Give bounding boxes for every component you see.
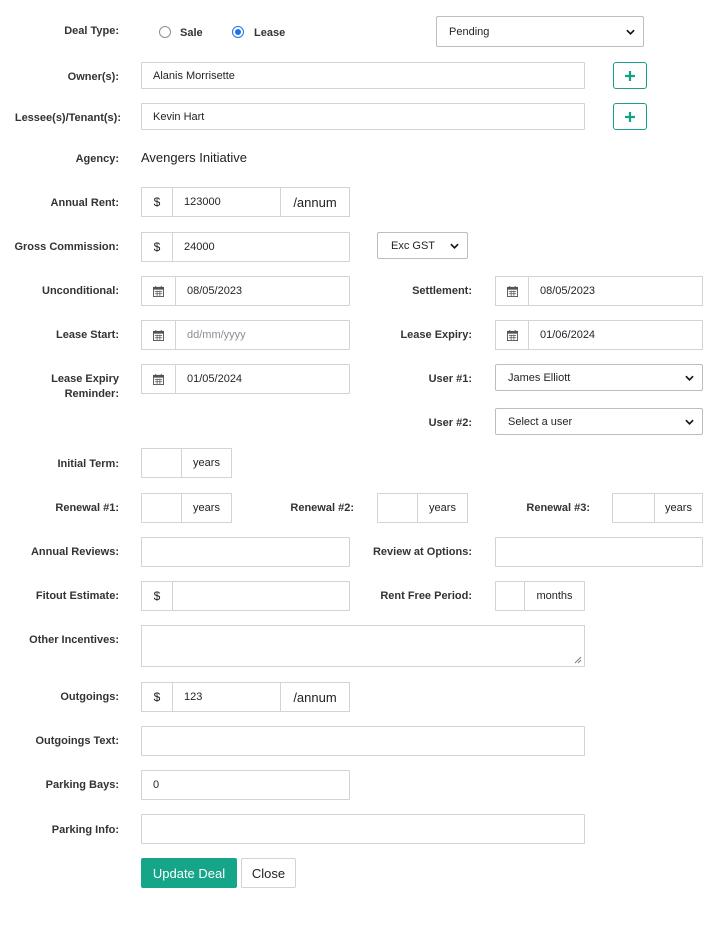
renewal3-label: Renewal #3: — [526, 502, 590, 514]
outgoings-label: Outgoings: — [60, 691, 119, 703]
fitout-estimate-label: Fitout Estimate: — [35, 590, 119, 602]
years-suffix: years — [181, 448, 232, 478]
outgoings-value: 123 — [184, 691, 203, 703]
chevron-down-icon — [626, 27, 635, 36]
user1-value: James Elliott — [508, 371, 571, 384]
initial-term-label: Initial Term: — [57, 458, 119, 470]
chevron-down-icon — [450, 241, 459, 250]
years-suffix: years — [654, 493, 703, 523]
calendar-addon[interactable] — [495, 320, 529, 350]
lease-expiry-reminder-label-line2: Reminder: — [64, 388, 119, 400]
lease-expiry-date-input[interactable] — [528, 320, 703, 350]
gst-select[interactable] — [377, 232, 468, 259]
gst-value: Exc GST — [391, 239, 436, 252]
parking-info-label: Parking Info: — [51, 824, 119, 836]
renewal1-input[interactable] — [141, 493, 182, 523]
close-button[interactable]: Close — [241, 858, 296, 888]
chevron-down-icon — [685, 417, 694, 426]
annual-reviews-input[interactable] — [141, 537, 350, 567]
annual-rent-value: 123000 — [184, 196, 221, 208]
parking-bays-value: 0 — [153, 779, 160, 791]
lessees-input[interactable] — [141, 103, 585, 130]
chevron-down-icon — [685, 373, 694, 382]
calendar-addon[interactable] — [141, 320, 176, 350]
plus-icon — [624, 70, 636, 82]
agency-value: Avengers Initiative — [141, 150, 247, 165]
calendar-icon — [507, 330, 518, 341]
gross-commission-input[interactable] — [172, 232, 350, 262]
other-incentives-label: Other Incentives: — [29, 634, 119, 646]
add-owner-button[interactable] — [613, 62, 647, 89]
outgoings-text-input[interactable] — [141, 726, 585, 756]
lease-expiry-reminder-label — [0, 372, 119, 402]
review-at-options-input[interactable] — [495, 537, 703, 567]
parking-info-input[interactable] — [141, 814, 585, 844]
calendar-icon — [507, 286, 518, 297]
unconditional-date-input[interactable] — [175, 276, 350, 306]
annual-rent-label: Annual Rent: — [50, 197, 119, 209]
other-incentives-textarea[interactable] — [141, 625, 585, 667]
user1-label: User #1: — [428, 373, 472, 385]
lease-start-label: Lease Start: — [56, 329, 119, 341]
parking-bays-input[interactable] — [141, 770, 350, 800]
renewal3-input[interactable] — [612, 493, 655, 523]
lease-expiry-reminder-label-line1: Lease Expiry — [51, 373, 119, 385]
calendar-icon — [153, 286, 164, 297]
calendar-addon[interactable] — [141, 276, 176, 306]
add-lessee-button[interactable] — [613, 103, 647, 130]
owners-label: Owner(s): — [67, 71, 119, 83]
currency-prefix: $ — [141, 682, 173, 712]
calendar-icon — [153, 374, 164, 385]
per-annum-suffix: /annum — [280, 187, 350, 217]
gross-commission-label: Gross Commission: — [14, 241, 119, 253]
lease-start-placeholder: dd/mm/yyyy — [187, 329, 246, 341]
calendar-addon[interactable] — [141, 364, 176, 394]
unconditional-label: Unconditional: — [42, 285, 119, 297]
owners-input[interactable] — [141, 62, 585, 89]
review-at-options-label: Review at Options: — [372, 546, 472, 558]
gross-commission-value: 24000 — [184, 241, 215, 253]
lease-expiry-reminder-value: 01/05/2024 — [187, 373, 243, 385]
user2-value: Select a user — [508, 415, 573, 428]
lease-radio[interactable] — [232, 26, 244, 38]
lease-radio-label: Lease — [254, 27, 286, 39]
settlement-label: Settlement: — [412, 285, 472, 297]
user2-select[interactable] — [495, 408, 703, 435]
annual-reviews-label: Annual Reviews: — [30, 546, 119, 558]
lease-start-date-input[interactable] — [175, 320, 350, 350]
lessees-label: Lessee(s)/Tenant(s): — [14, 112, 121, 124]
resize-handle-icon[interactable] — [574, 656, 582, 664]
deal-type-label: Deal Type: — [64, 25, 119, 37]
initial-term-input[interactable] — [141, 448, 182, 478]
currency-prefix: $ — [141, 581, 173, 611]
currency-prefix: $ — [141, 232, 173, 262]
currency-prefix: $ — [141, 187, 173, 217]
sale-radio[interactable] — [159, 26, 171, 38]
lease-expiry-reminder-date-input[interactable] — [175, 364, 350, 394]
fitout-estimate-input[interactable] — [172, 581, 350, 611]
lease-expiry-label: Lease Expiry: — [400, 329, 472, 341]
months-suffix: months — [524, 581, 585, 611]
settlement-date-input[interactable] — [528, 276, 703, 306]
rent-free-period-label: Rent Free Period: — [380, 590, 472, 602]
plus-icon — [624, 111, 636, 123]
lessees-value: Kevin Hart — [153, 110, 205, 123]
renewal2-label: Renewal #2: — [290, 502, 354, 514]
agency-label: Agency: — [75, 153, 119, 165]
update-deal-button[interactable]: Update Deal — [141, 858, 237, 888]
lease-expiry-value: 01/06/2024 — [540, 329, 596, 341]
years-suffix: years — [417, 493, 468, 523]
renewal2-input[interactable] — [377, 493, 418, 523]
user1-select[interactable] — [495, 364, 703, 391]
settlement-value: 08/05/2023 — [540, 285, 596, 297]
sale-radio-label: Sale — [180, 27, 203, 39]
years-suffix: years — [181, 493, 232, 523]
calendar-icon — [153, 330, 164, 341]
unconditional-value: 08/05/2023 — [187, 285, 243, 297]
outgoings-text-label: Outgoings Text: — [35, 735, 119, 747]
rent-free-period-input[interactable] — [495, 581, 525, 611]
parking-bays-label: Parking Bays: — [45, 779, 119, 791]
per-annum-suffix: /annum — [280, 682, 350, 712]
outgoings-input[interactable] — [172, 682, 281, 712]
owners-value: Alanis Morrisette — [153, 69, 235, 82]
annual-rent-input[interactable] — [172, 187, 281, 217]
calendar-addon[interactable] — [495, 276, 529, 306]
deal-status-select[interactable] — [436, 16, 644, 47]
user2-label: User #2: — [428, 417, 472, 429]
renewal1-label: Renewal #1: — [55, 502, 119, 514]
deal-status-value: Pending — [449, 25, 490, 38]
